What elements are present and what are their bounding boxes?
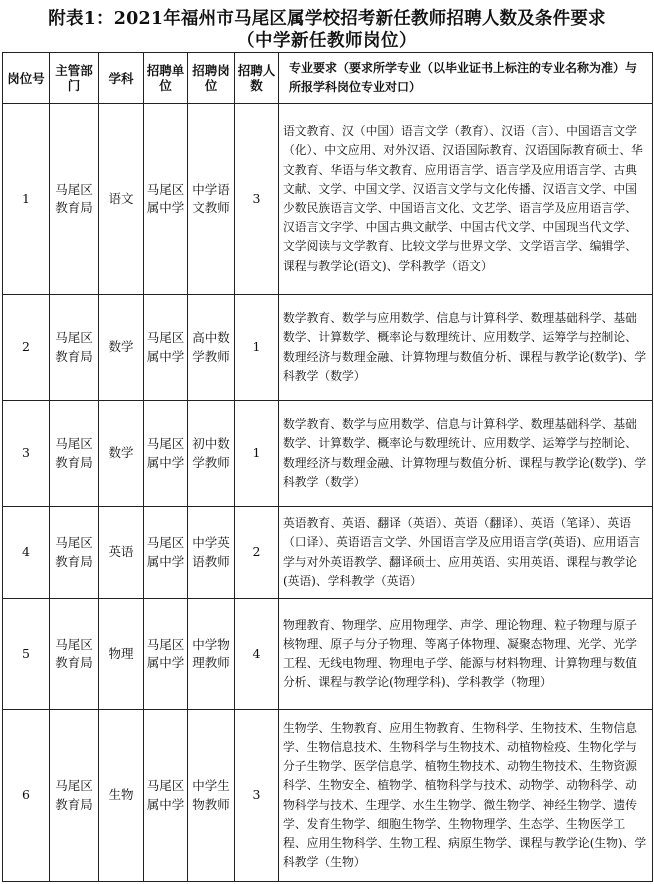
cell-subject: 物理	[99, 599, 144, 710]
cell-count: 2	[235, 507, 279, 599]
cell-requirement: 生物学、生物教育、应用生物教育、生物科学、生物技术、生物信息学、生物信息技术、生物科学与生物技术、动植物检疫、生物化学与分子生物学、医学信息学、植物生物技术、动物生物技术、生物资源科学、生物安全、植物学、植物科学与技术、动物学、动物科学、动物科学与技术、生理学、水生生物学、微生物学、神经生物学、遗传学、发育生物学、细胞生物学、生物物理学、生态学、生物医学工程、应用生物科学、生物工程、病原生物学、课程与教学论(生物)、学科教学（生物）	[279, 710, 653, 882]
table-row	[3, 710, 653, 882]
table-subtitle: （中学新任教师岗位）	[237, 31, 417, 51]
header-post-no: 岗位号	[3, 53, 50, 104]
cell-unit: 马尾区属中学	[144, 401, 188, 507]
cell-dept: 马尾区教育局	[50, 104, 99, 295]
table-title: 附表1：2021年福州市马尾区属学校招考新任教师招聘人数及条件要求	[48, 9, 606, 29]
cell-post-no: 5	[3, 599, 50, 710]
recruitment-table	[2, 52, 653, 882]
cell-requirement: 英语教育、英语、翻译（英语）、英语（翻译）、英语（笔译）、英语（口译）、英语语言文学、外国语言学及应用语言学(英语)、应用语言学与对外英语教学、翻译硕士、应用英语、实用英语、课程与教学论(英语)、学科教学（英语）	[279, 507, 653, 599]
cell-requirement: 数学教育、数学与应用数学、信息与计算科学、数理基础科学、基础数学、计算数学、概率论与数理统计、应用数学、运筹学与控制论、数理经济与数理金融、计算物理与数值分析、课程与教学论(数学)、学科教学（数学）	[279, 295, 653, 401]
cell-requirement: 数学教育、数学与应用数学、信息与计算科学、数理基础科学、基础数学、计算数学、概率论与数理统计、应用数学、运筹学与控制论、数理经济与数理金融、计算物理与数值分析、课程与教学论(数学)、学科教学（数学）	[279, 401, 653, 507]
header-count: 招聘人数	[235, 53, 279, 104]
cell-position: 初中数学教师	[188, 401, 235, 507]
table-row	[3, 507, 653, 599]
table-row	[3, 401, 653, 507]
cell-count: 1	[235, 401, 279, 507]
cell-position: 中学英语教师	[188, 507, 235, 599]
cell-dept: 马尾区教育局	[50, 295, 99, 401]
table-row	[3, 599, 653, 710]
cell-position: 中学语文教师	[188, 104, 235, 295]
cell-count: 4	[235, 599, 279, 710]
cell-post-no: 4	[3, 507, 50, 599]
cell-dept: 马尾区教育局	[50, 710, 99, 882]
header-subject: 学科	[99, 53, 144, 104]
cell-count: 3	[235, 104, 279, 295]
cell-requirement: 语文教育、汉（中国）语言文学（教育）、汉语（言）、中国语言文学（化）、中文应用、对外汉语、汉语国际教育、汉语国际教育硕士、华文教育、华语与华文教育、应用语言学、语言学及应用语言学、古典文献、文学、中国文学、汉语言文学与文化传播、汉语言文学、中国少数民族语言文学、中国语言文化、文艺学、语言学及应用语言学、汉语言文字学、中国古典文献学、中国古代文学、中国现当代文学、文学阅读与文学教育、比较文学与世界文学、文学语言学、编辑学、课程与教学论(语文)、学科教学（语文）	[279, 104, 653, 295]
cell-unit: 马尾区属中学	[144, 104, 188, 295]
header-unit: 招聘单位	[144, 53, 188, 104]
header-requirement: 专业要求（要求所学专业（以毕业证书上标注的专业名称为准）与所报学科岗位专业对口）	[279, 53, 653, 104]
cell-position: 中学物理教师	[188, 599, 235, 710]
table-row	[3, 104, 653, 295]
header-position: 招聘岗位	[188, 53, 235, 104]
header-row	[3, 53, 653, 104]
cell-count: 1	[235, 295, 279, 401]
cell-unit: 马尾区属中学	[144, 710, 188, 882]
cell-count: 3	[235, 710, 279, 882]
cell-position: 高中数学教师	[188, 295, 235, 401]
cell-position: 中学生物教师	[188, 710, 235, 882]
cell-unit: 马尾区属中学	[144, 295, 188, 401]
cell-dept: 马尾区教育局	[50, 599, 99, 710]
cell-dept: 马尾区教育局	[50, 401, 99, 507]
cell-unit: 马尾区属中学	[144, 507, 188, 599]
table-row	[3, 295, 653, 401]
cell-subject: 数学	[99, 401, 144, 507]
cell-post-no: 2	[3, 295, 50, 401]
cell-subject: 数学	[99, 295, 144, 401]
cell-requirement: 物理教育、物理学、应用物理学、声学、理论物理、粒子物理与原子核物理、原子与分子物理、等离子体物理、凝聚态物理、光学、光学工程、无线电物理、物理电子学、能源与材料物理、计算物理与数值分析、课程与教学论(物理学科)、学科教学（物理）	[279, 599, 653, 710]
cell-subject: 语文	[99, 104, 144, 295]
cell-post-no: 1	[3, 104, 50, 295]
cell-post-no: 3	[3, 401, 50, 507]
cell-subject: 生物	[99, 710, 144, 882]
cell-dept: 马尾区教育局	[50, 507, 99, 599]
header-dept: 主管部门	[50, 53, 99, 104]
cell-subject: 英语	[99, 507, 144, 599]
cell-unit: 马尾区属中学	[144, 599, 188, 710]
cell-post-no: 6	[3, 710, 50, 882]
